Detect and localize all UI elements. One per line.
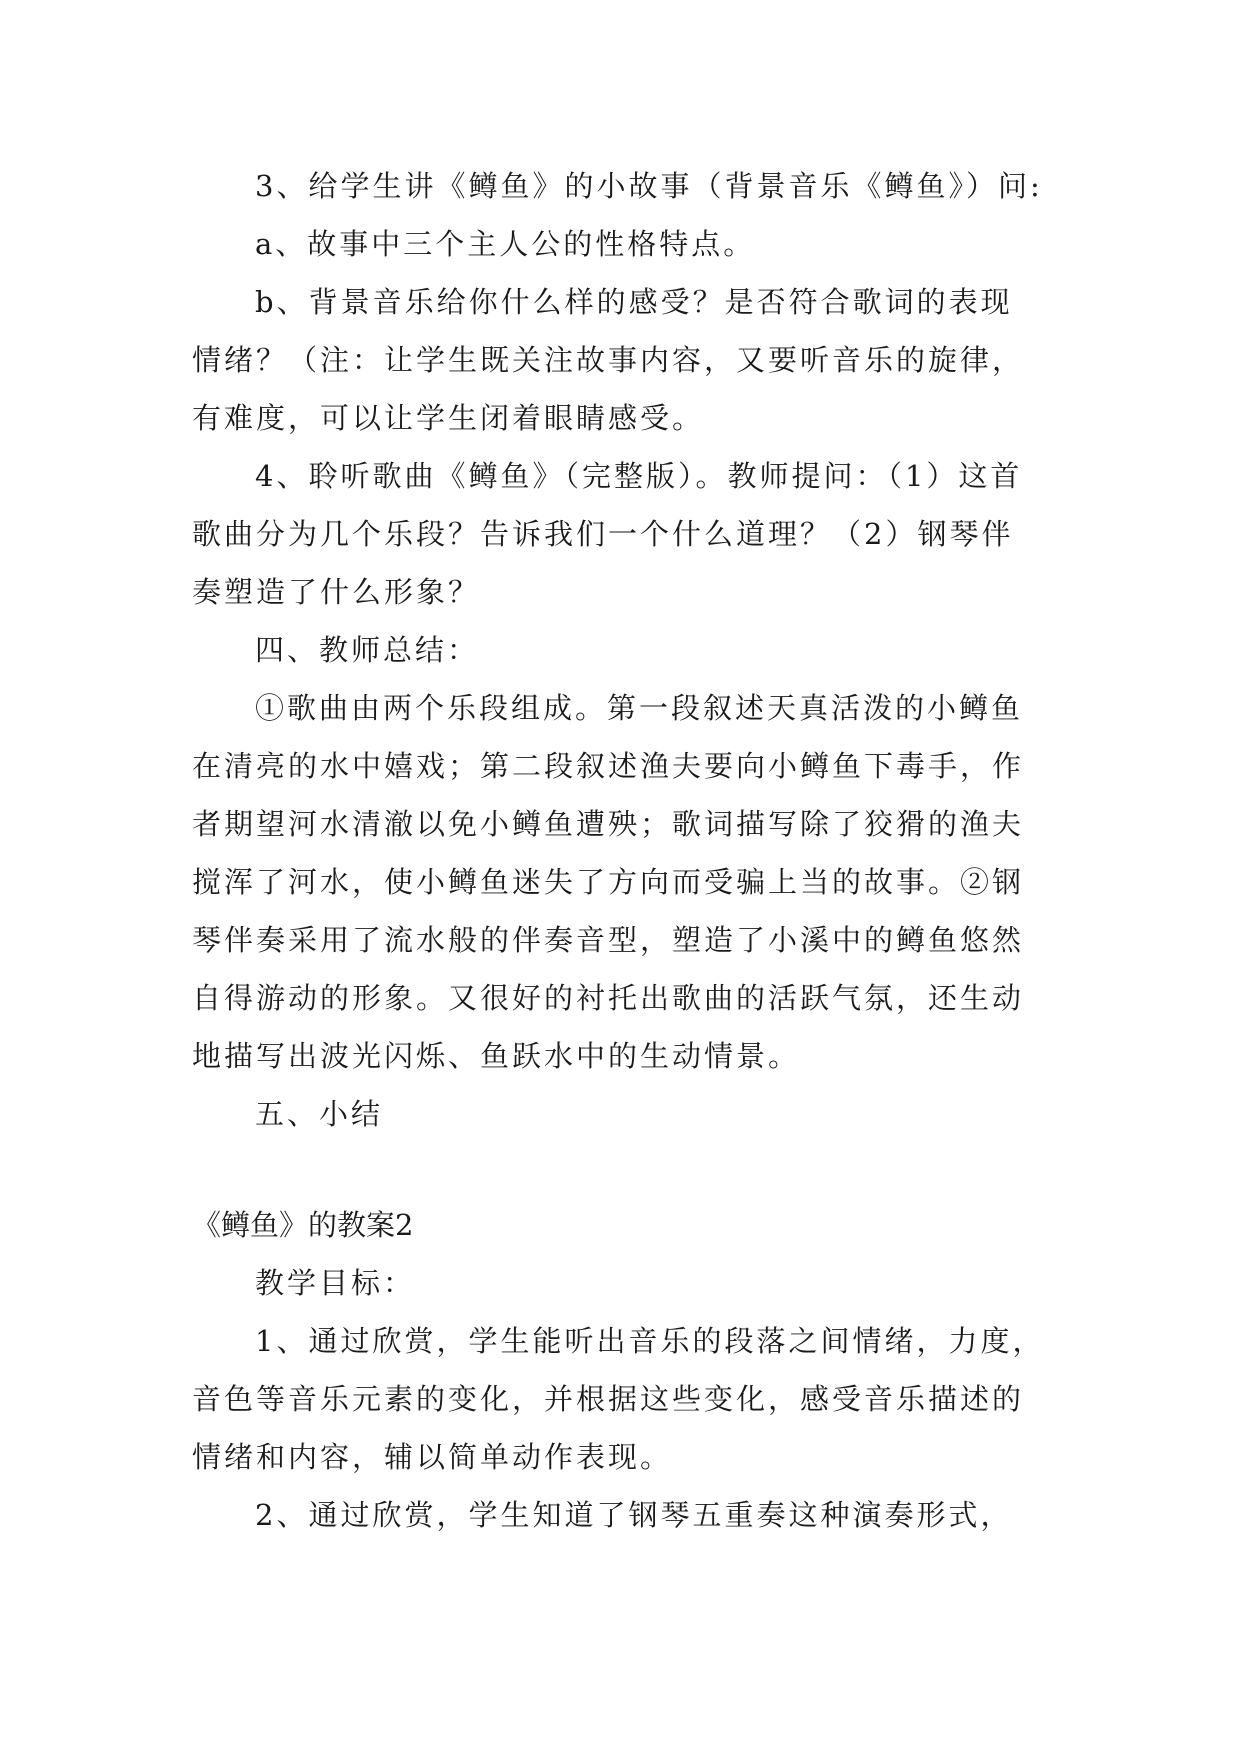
section-heading: 四、教师总结：: [255, 633, 480, 667]
paragraph-line: 3、给学生讲《鳟鱼》的小故事（背景音乐《鳟鱼》）问:: [255, 169, 1043, 203]
paragraph-line: 奏塑造了什么形象？: [192, 575, 481, 609]
paragraph-line: 情绪和内容，辅以简单动作表现。: [192, 1440, 673, 1474]
paragraph-line: 2、通过欣赏，学生知道了钢琴五重奏这种演奏形式，: [255, 1498, 1013, 1532]
section-heading: 五、小结: [255, 1097, 384, 1131]
paragraph-line: a、故事中三个主人公的性格特点。: [255, 227, 756, 261]
paragraph-line: ①歌曲由两个乐段组成。第一段叙述天真活泼的小鳟鱼: [255, 691, 1024, 725]
paragraph-line: 4、聆听歌曲《鳟鱼》（完整版）。教师提问：（1）这首: [255, 459, 1023, 493]
paragraph-line: 1、通过欣赏，学生能听出音乐的段落之间情绪，力度，: [255, 1324, 1045, 1358]
paragraph-line: 自得游动的形象。又很好的衬托出歌曲的活跃气氛，还生动: [192, 981, 1025, 1015]
paragraph-line: 音色等音乐元素的变化，并根据这些变化，感受音乐描述的: [192, 1382, 1025, 1416]
paragraph-line: 歌曲分为几个乐段？告诉我们一个什么道理？（2）钢琴伴: [192, 517, 1014, 551]
document-title: 《鳟鱼》的教案2: [192, 1208, 414, 1242]
paragraph-line: 情绪？（注：让学生既关注故事内容，又要听音乐的旋律，: [192, 343, 1025, 377]
paragraph-line: 在清亮的水中嬉戏；第二段叙述渔夫要向小鳟鱼下毒手，作: [192, 749, 1025, 783]
paragraph-line: 者期望河水清澈以免小鳟鱼遭殃；歌词描写除了狡猾的渔夫: [192, 807, 1025, 841]
paragraph-line: 有难度，可以让学生闭着眼睛感受。: [192, 401, 705, 435]
paragraph-line: b、背景音乐给你什么样的感受？是否符合歌词的表现: [255, 285, 1013, 319]
section-heading: 教学目标：: [255, 1266, 416, 1300]
paragraph-line: 地描写出波光闪烁、鱼跃水中的生动情景。: [192, 1039, 801, 1073]
paragraph-line: 琴伴奏采用了流水般的伴奏音型，塑造了小溪中的鳟鱼悠然: [192, 923, 1025, 957]
paragraph-line: 搅浑了河水，使小鳟鱼迷失了方向而受骗上当的故事。②钢: [192, 865, 1025, 899]
